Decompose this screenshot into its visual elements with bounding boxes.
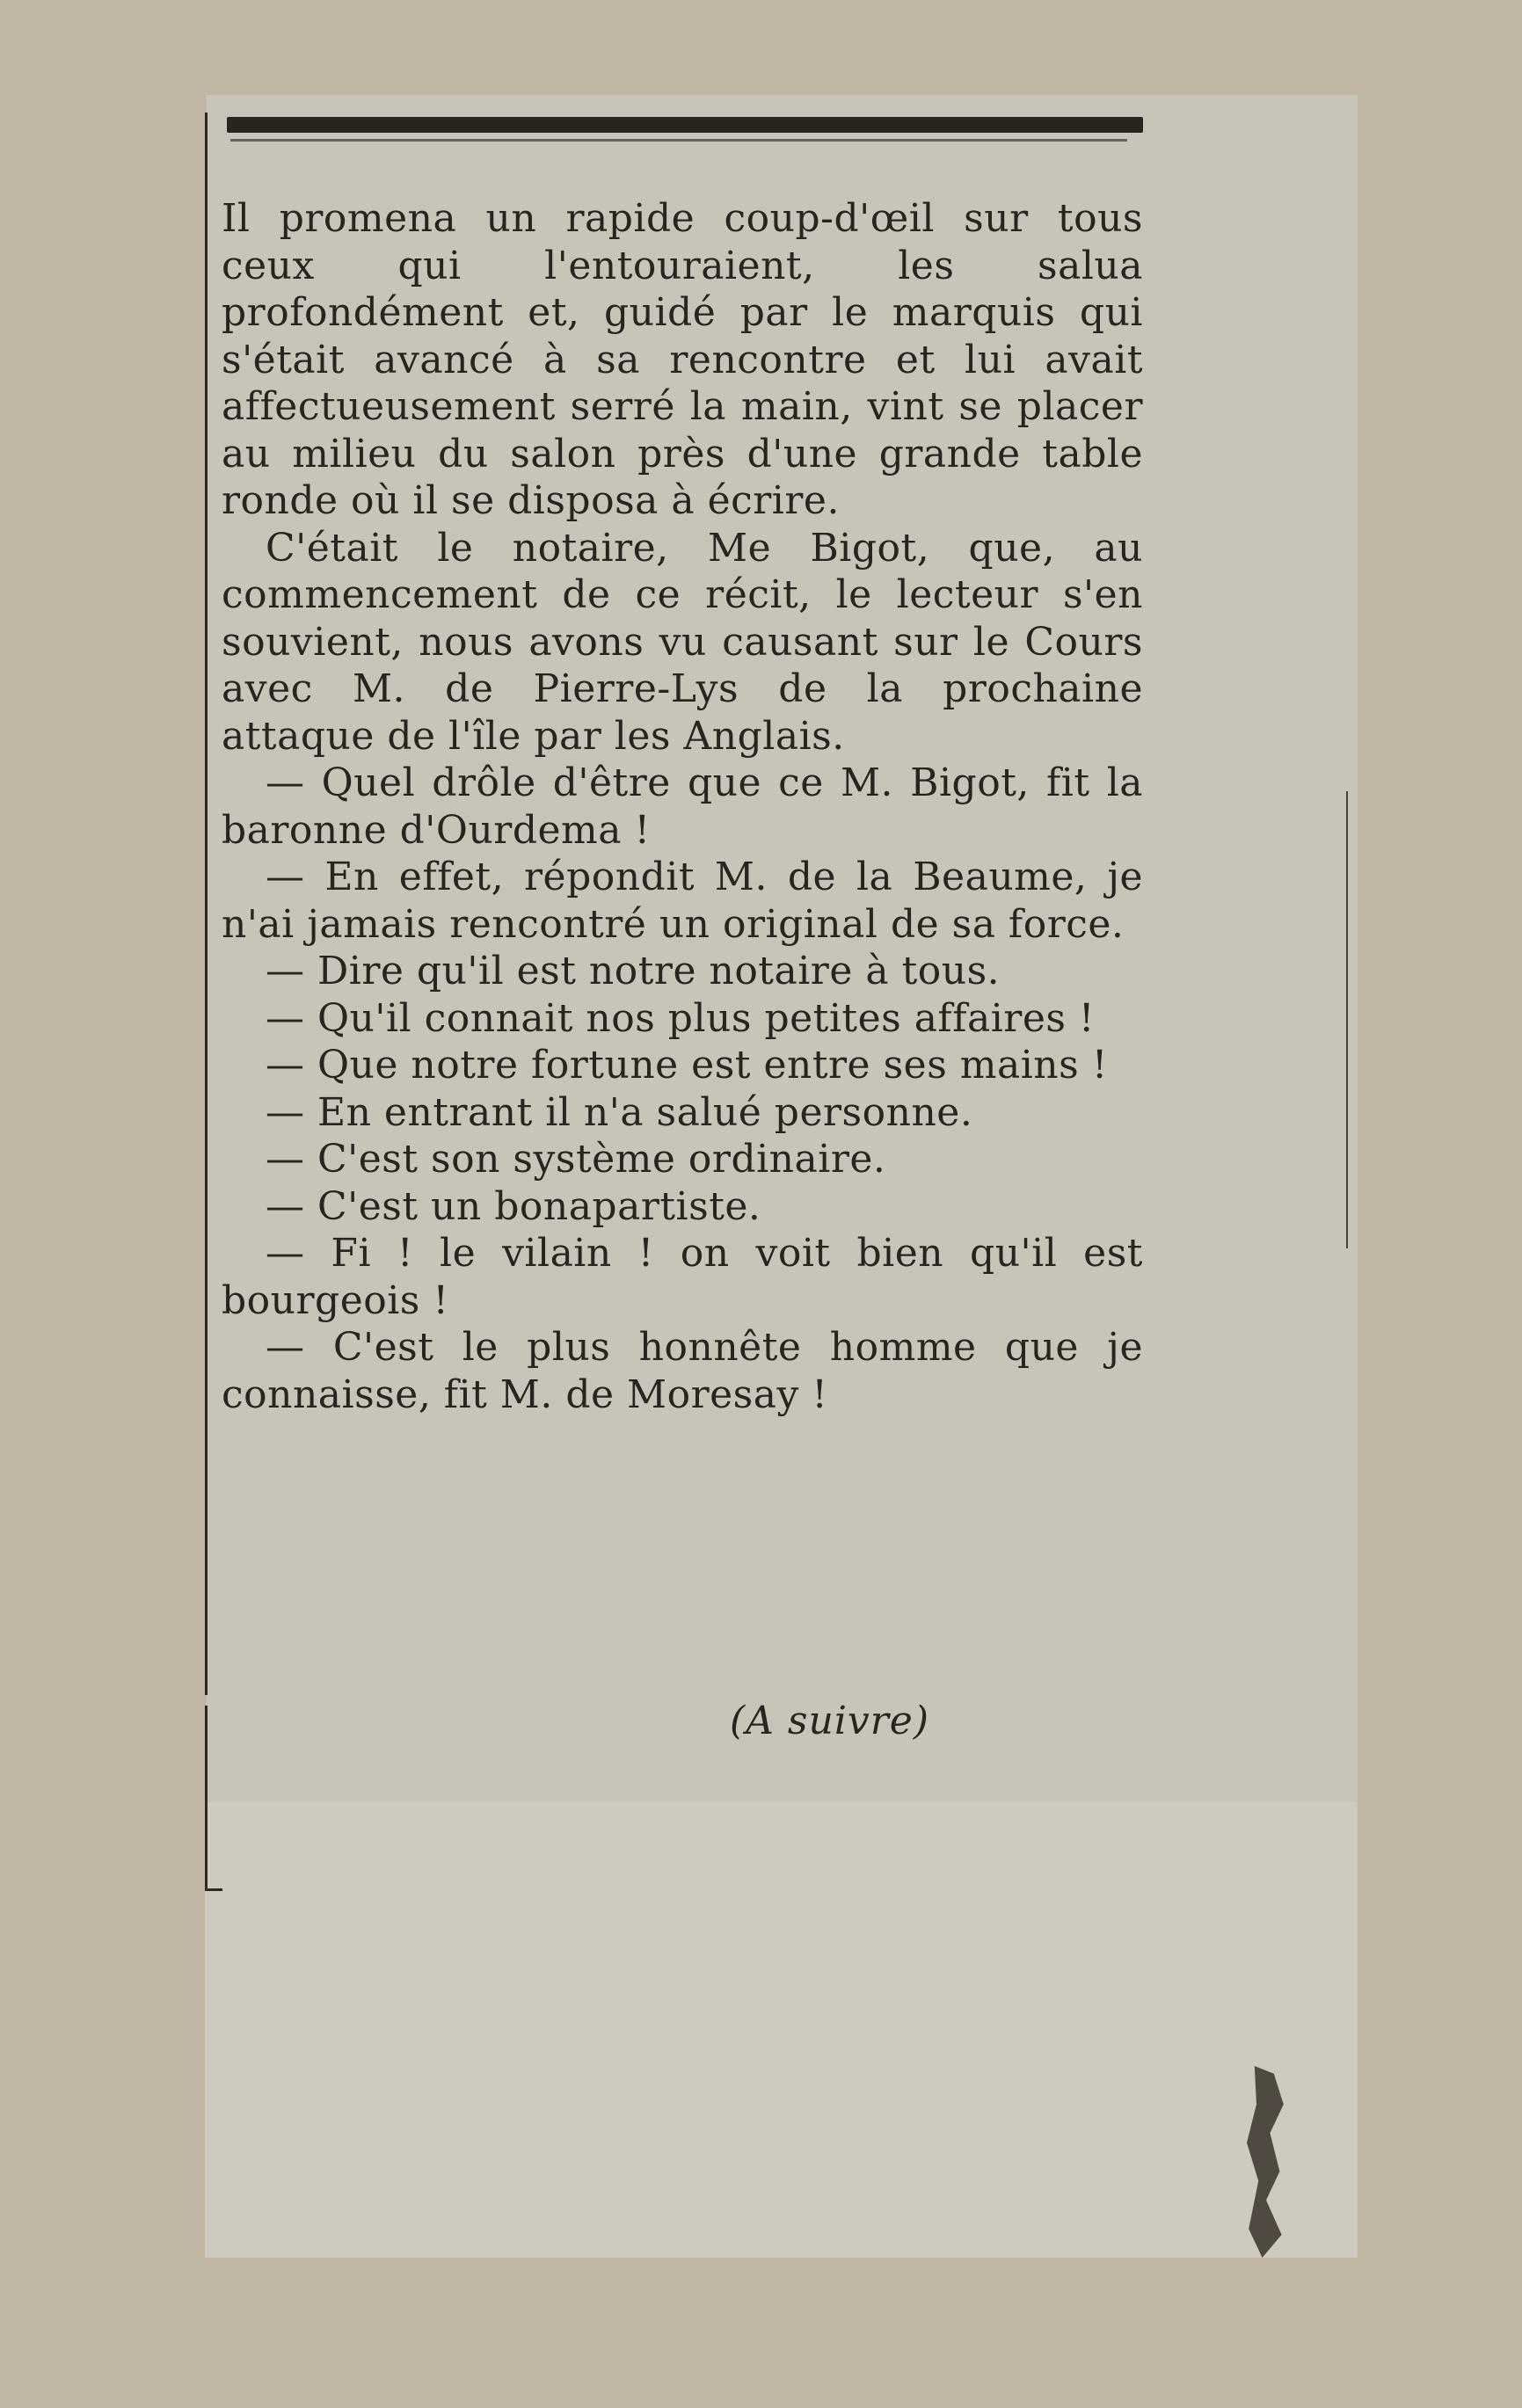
top-thin-rule [230,139,1127,142]
paragraph-1: Il promena un rapide coup-d'œil sur tous ceux qui l'entouraient, les salua profondément et, guidé par le marquis qui s'était avancé à sa rencontre et lui avait affectueusement serré la main, vint se placer au milieu du salon près d'une grande table ronde où il se disposa à écrire. [222,196,1143,523]
dialogue-line: — Dire qu'il est notre notaire à tous. [266,949,1001,993]
article-text [222,195,1143,1418]
column-end-mark [205,1888,222,1891]
column-left-rule-lower [205,1706,208,1890]
paragraph-2: C'était le notaire, Me Bigot, que, au commencement de ce récit, le lecteur s'en souvient, nous avons vu causant sur le Cours avec M. de Pierre-Lys de la prochaine attaque de l'île par les Anglais. [222,525,1143,759]
top-heavy-rule [227,117,1143,133]
dialogue-line: — C'est le plus honnête homme que je connaisse, fit M. de Moresay ! [222,1325,1143,1417]
to-be-continued: (A suivre) [730,1699,930,1743]
dialogue-line: — Que notre fortune est entre ses mains ! [266,1043,1108,1088]
dialogue-line: — Fi ! le vilain ! on voit bien qu'il est bourgeois ! [222,1231,1143,1323]
dialogue-line: — En entrant il n'a salué personne. [266,1089,973,1135]
dialogue-line: — C'est un bonapartiste. [266,1183,761,1229]
dialogue-line: — C'est son système ordinaire. [266,1137,886,1182]
column-left-rule [205,113,208,1695]
clipping-blank-area [205,1802,1357,2258]
dialogue-line: — Qu'il connait nos plus petites affaires ! [266,995,1096,1041]
adjacent-column-rule [1346,791,1348,1248]
dialogue-line: — Quel drôle d'être que ce M. Bigot, fit la baronne d'Ourdema ! [222,760,1143,853]
dialogue-line: — En effet, répondit M. de la Beaume, je n'ai jamais rencontré un original de sa force. [222,855,1143,947]
